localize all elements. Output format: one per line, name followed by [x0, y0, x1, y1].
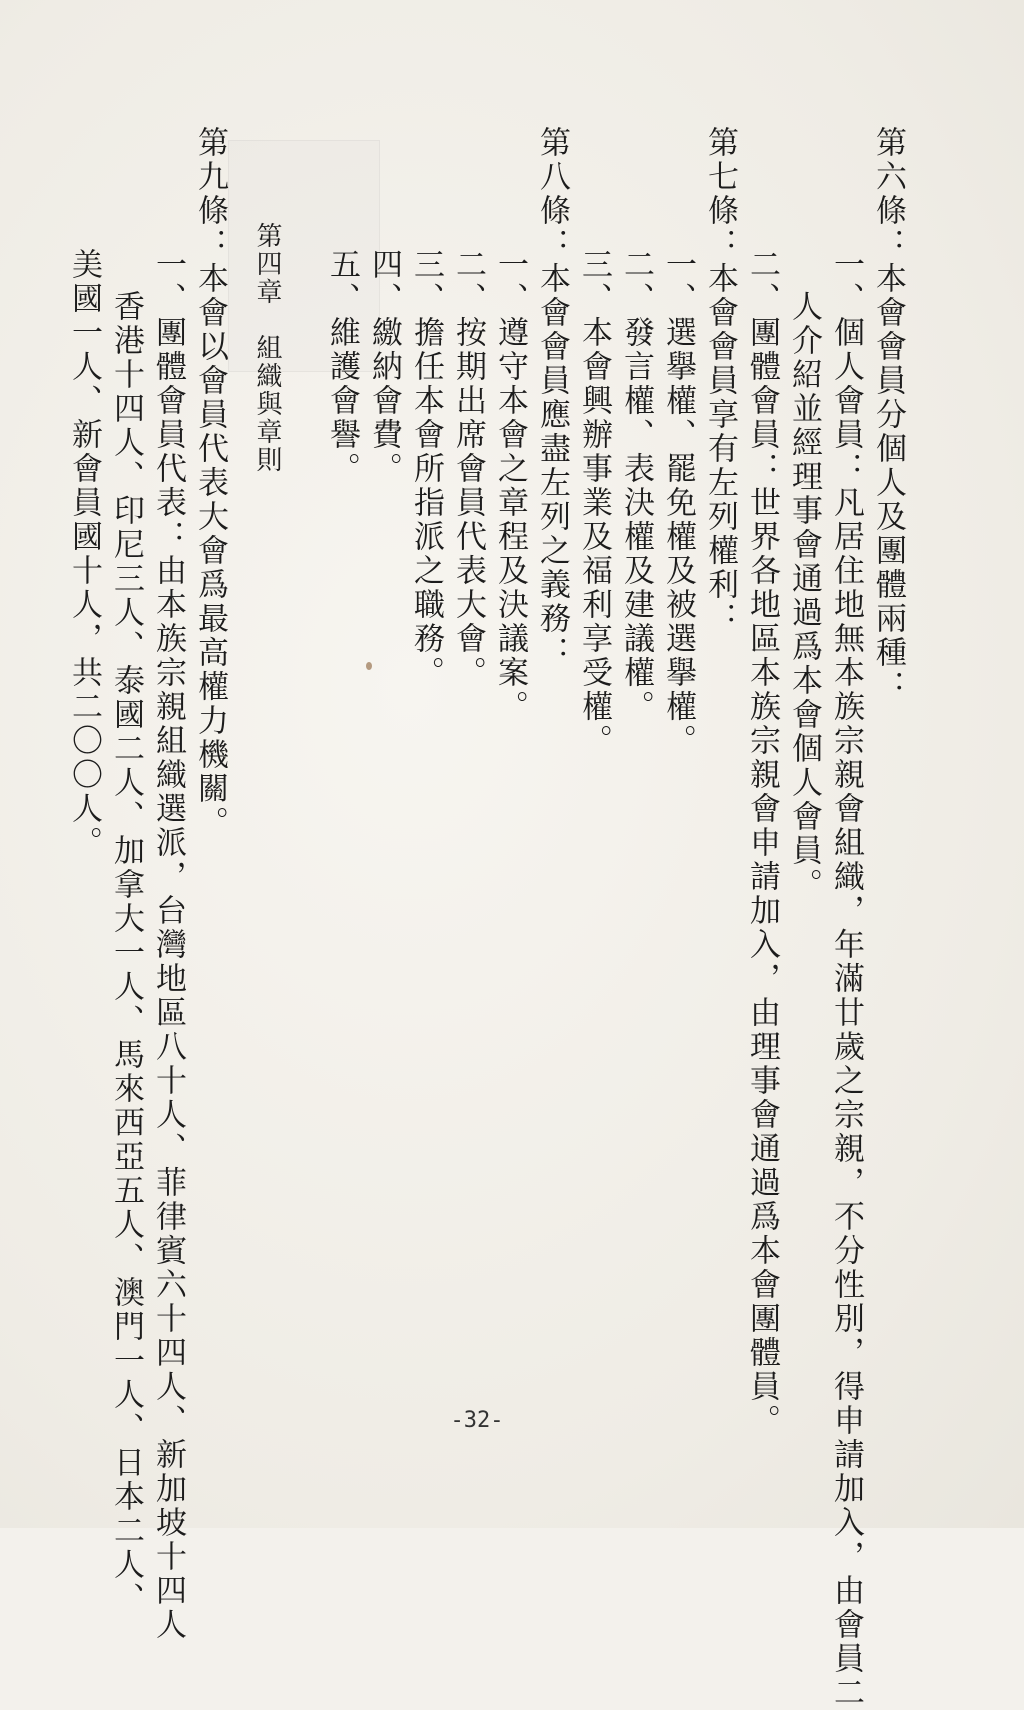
- page-number: -32-: [450, 1408, 504, 1433]
- article-6-item-2: 二、團體會員：世界各地區本族宗親會申請加入，由理事會通過爲本會團體員。: [744, 248, 780, 1438]
- article-7-heading: 第七條：本會會員享有左列權利：: [702, 126, 738, 636]
- article-8-item-3: 三、擔任本會所指派之職務。: [408, 248, 444, 690]
- article-6-heading: 第六條：本會會員分個人及團體兩種：: [870, 126, 906, 704]
- article-8-item-5: 五、維護會譽。: [324, 248, 360, 486]
- article-9-heading: 第九條：本會以會員代表大會爲最高權力機關。: [192, 126, 228, 840]
- article-8-item-1: 一、遵守本會之章程及決議案。: [492, 248, 528, 724]
- article-9-item-1-continued-2: 美國一人、新會員國十人，共二〇〇人。: [66, 248, 102, 860]
- ink-spot: [366, 662, 372, 670]
- article-6-item-1: 一、個人會員：凡居住地無本族宗親會組織，年滿廿歲之宗親，不分性別，得申請加入，由會員二: [828, 248, 864, 1710]
- article-8-heading: 第八條：本會會員應盡左列之義務：: [534, 126, 570, 670]
- article-6-item-1-continued: 人介紹並經理事會通過爲本會個人會員。: [786, 290, 822, 902]
- article-7-item-2: 二、發言權、表決權及建議權。: [618, 248, 654, 724]
- article-8-item-4: 四、繳納會費。: [366, 248, 402, 486]
- article-9-item-1-continued: 香港十四人、印尼三人、泰國二人、加拿大一人、馬來西亞五人、澳門一人、日本二人、: [108, 290, 144, 1616]
- article-7-item-3: 三、本會興辦事業及福利享受權。: [576, 248, 612, 758]
- article-7-item-1: 一、選擧權、罷免權及被選擧權。: [660, 248, 696, 758]
- article-8-item-2: 二、按期出席會員代表大會。: [450, 248, 486, 690]
- chapter-4-heading: 第四章 組織與章則: [252, 222, 282, 474]
- article-9-item-1: 一、團體會員代表：由本族宗親組織選派，台灣地區八十人、菲律賓六十四人、新加坡十四人: [150, 248, 186, 1642]
